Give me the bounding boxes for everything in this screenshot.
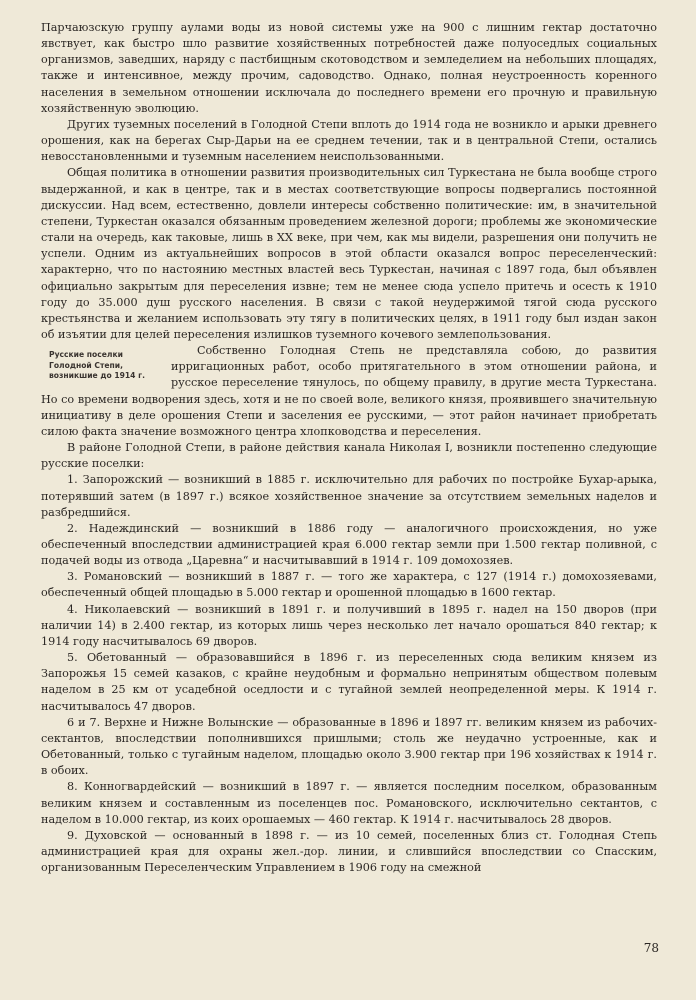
paragraph: Парчаюзскую группу аулами воды из новой системы уже на 900 с лишним гектар достаточно явствует, как быстро шло развитие хозяйственных потребностей даже полуоседлых социальных организмов, заведших, наряду с пастбищным скотоводством и земледелием на небольших площадях, также и интенсивное, между прочим, садоводство. Однако, полная неустроенность коренного населения в земельном отношении исключала до последнего времени его прочную и правильную хозяйственную эволюцию.	[41, 21, 657, 115]
page-number: 78	[643, 941, 659, 955]
body-text	[41, 20, 657, 876]
paragraph: Общая политика в отношении развития производительных сил Туркестана не была вообще строго выдержанной, и как в центре, так и в местах соответствующие вопросы подвергались постоянной дискуссии. Над всем, естественно, довлели интересы собственно политические: им, в значительной степени, Туркестан оказался обязанным проведением железной дороги; проблемы же экономические стали на очередь, как таковые, лишь в XX веке, при чем, как мы видели, разрешения они получить не успели. Одним из актуальнейших вопросов в этой области оказался вопрос переселенческий: характерно, что по настоянию местных властей весь Туркестан, начиная с 1897 года, был объявлен официально закрытым для переселения извне; тем не менее сюда успело притечь и осесть к 1910 году до 35.000 душ русского населения. В связи с такой неудержимой тягой сюда русского крестьянства и желанием использовать эту тягу в политических целях, в 1911 году был издан закон об изъятии для целей переселения излишков туземного кочевого землепользования.	[41, 166, 657, 341]
margin-note: Русские поселки Голодной Степи, возникшие до 1914 г.	[49, 350, 145, 381]
settlement-item: 1. Запорожский — возникший в 1885 г. исключительно для рабочих по постройке Бухар-арыка, потерявший затем (в 1897 г.) всякое хозяйственное значение за отсутствием земельных наделов и разбредшийся.	[41, 473, 657, 519]
settlement-item: 4. Николаевский — возникший в 1891 г. и получивший в 1895 г. надел на 150 дворов (при наличии 14) в 2.400 гектар, из которых лишь через несколько лет начало орошаться 840 гектар; к 1914 году насчитывалось 69 дворов.	[41, 602, 657, 648]
settlement-item: 6 и 7. Верхне и Нижне Волынские — образованные в 1896 и 1897 гг. великим князем из рабочих-сектантов, впоследствии пополнившихся пришлыми; столь же неудачно устроенные, как и Обетованный, только с тугайным наделом, площадью около 3.900 гектар при 196 хозяйствах к 1914 г. в обоих.	[41, 715, 657, 778]
settlement-item: 2. Надеждинский — возникший в 1886 году — аналогичного происхождения, но уже обеспеченный впоследствии администрацией края 6.000 гектар земли при 1.500 гектар поливной, с подачей воды из отвода „Царевна“ и насчитывавший в 1914 г. 109 домохозяев.	[41, 521, 657, 568]
paragraph: В районе Голодной Степи, в районе действия канала Николая I, возникли постепенно следующие русские поселки:	[41, 441, 657, 471]
settlement-item: 5. Обетованный — образовавшийся в 1896 г. из переселенных сюда великим князем из Запорожья 15 семей казаков, с крайне неудобным и формально непринятым обществом полевым наделом в 25 км от усадебной оседлости и с тугайной землей неопределенной меры. К 1914 г. насчитывалось 47 дворов.	[41, 651, 657, 713]
settlement-item: 3. Романовский — возникший в 1887 г. — того же характера, с 127 (1914 г.) домохозяевами, обеспеченный общей площадью в 5.000 гектар и орошенной площадью в 1600 гектар.	[41, 570, 657, 600]
sidenote-block	[41, 343, 657, 440]
settlement-item: 8. Конногвардейский — возникший в 1897 г. — является последним поселком, образованным великим князем и составленным из поселенцев пос. Романовского, исключительно сектантов, с наделом в 10.000 гектар, из коих орошаемых — 460 гектар. К 1914 г. насчитывалось 28 дворов.	[41, 780, 657, 826]
paragraph: Других туземных поселений в Голодной Степи вплоть до 1914 года не возникло и арыки древнего орошения, как на берегах Сыр-Дарьи на ее среднем течении, так и в центральной Степи, остались невосстановленными и туземным населением неиспользованными.	[41, 117, 657, 164]
paragraph: Собственно Голодная Степь не представляла собою, до развития ирригационных работ, особо притягательного в этом отношении района, и русское переселение тянулось, по общему правилу, в другие места Туркестана. Но со времени водворения здесь, хотя и не по своей воле, великого князя, проявившего значительную инициативу в деле орошения Степи и заселения ее русскими, — этот район начинает приобретать силою факта значение возможного центра хлопководства и переселения.	[41, 344, 657, 438]
settlement-item: 9. Духовской — основанный в 1898 г. — из 10 семей, поселенных близ ст. Голодная Степь администрацией края для охраны жел.-дор. линии, и слившийся впоследствии со Спасским, организованным Переселенческим Управлением в 1906 году на смежной	[41, 828, 657, 875]
